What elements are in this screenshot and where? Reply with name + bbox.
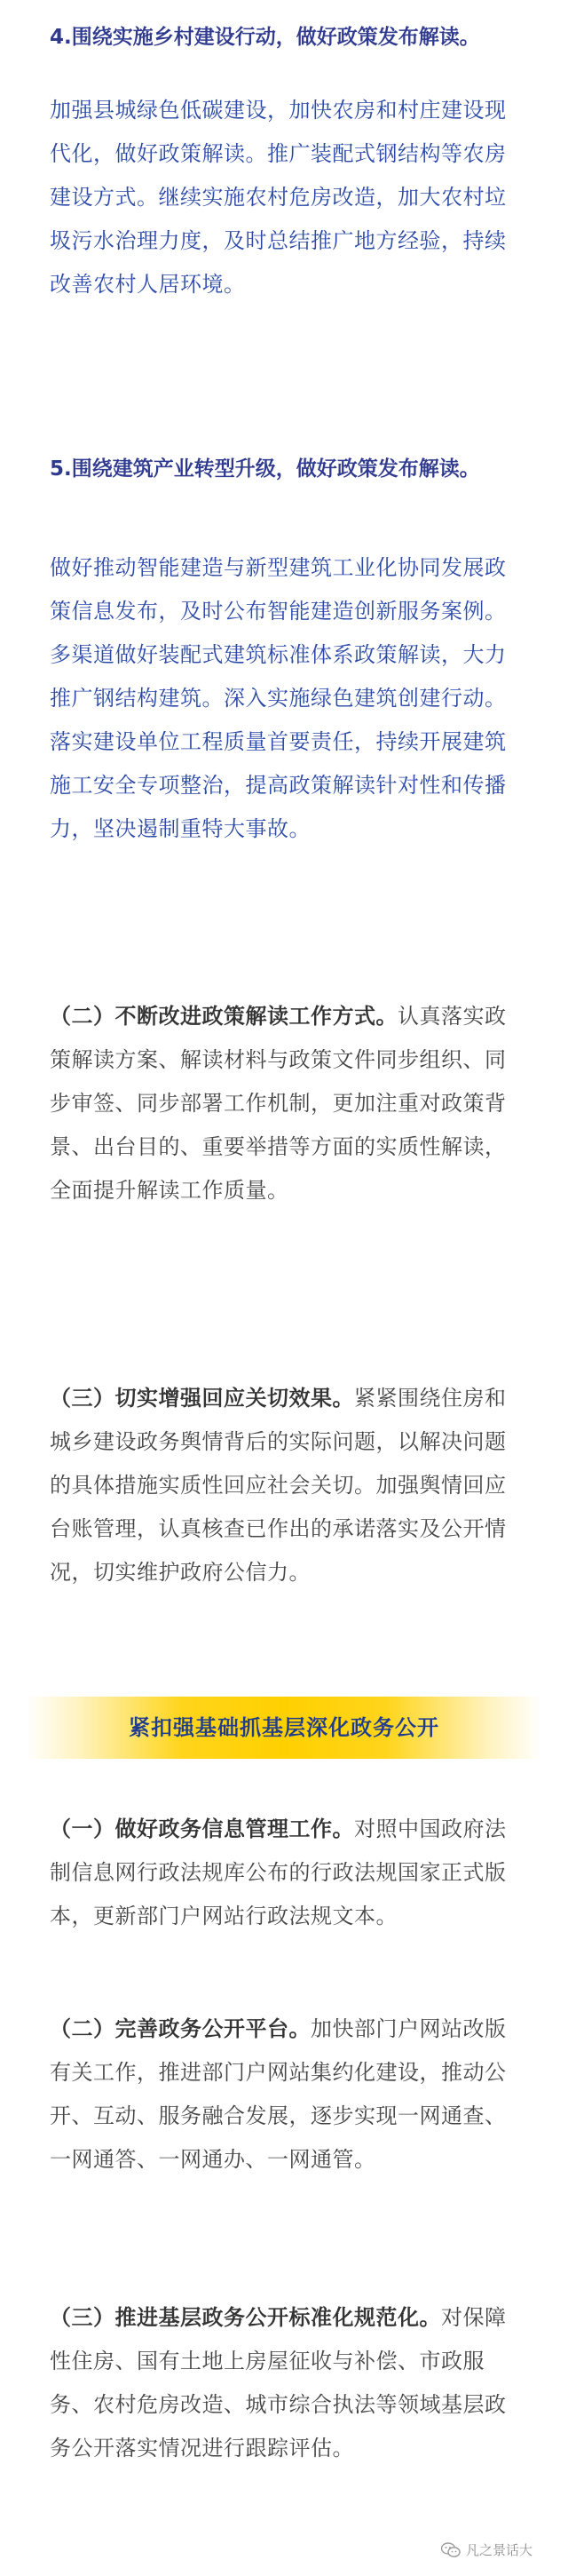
watermark-text: 凡之景话大 [465,2542,532,2558]
section-body: 加强县城绿色低碳建设，加快农房和村庄建设现代化，做好政策解读。推广装配式钢结构等农房建设方式。继续实施农村危房改造，加大农村垃圾污水治理力度，及时总结推广地方经验，持续改善农村人居环境。 [50,98,507,297]
section-banner [27,1697,541,1759]
paragraph-lead: （一）做好政务信息管理工作。 [50,1817,354,1841]
paragraph-lead: （三）切实增强回应关切效果。 [50,1386,354,1411]
paragraph-body: 对照中国政府法制信息网行政法规库公布的行政法规国家正式版本，更新部门户网站行政法规文本。 [50,1817,507,1928]
paragraph-part3 [50,1377,524,1594]
paragraph-body: 认真落实政策解读方案、解读材料与政策文件同步组织、同步审签、同步部署工作机制，更加注重对政策背景、出台目的、重要举措等方面的实质性解读，全面提升解读工作质量。 [50,1004,507,1203]
section-body: 做好推动智能建造与新型建筑工业化协同发展政策信息发布，及时公布智能建造创新服务案例。多渠道做好装配式建筑标准体系政策解读，大力推广钢结构建筑。深入实施绿色建筑创建行动。落实建设单位工程质量首要责任，持续开展建筑施工安全专项整治，提高政策解读针对性和传播力，坚决遏制重特大事故。 [50,555,507,841]
paragraph-body: 加快部门户网站改版有关工作，推进部门户网站集约化建设，推动公开、互动、服务融合发展，逐步实现一网通查、一网通答、一网通办、一网通管。 [50,2016,507,2172]
paragraph-lead: （二）完善政务公开平台。 [50,2016,311,2041]
paragraph-body: 对保障性住房、国有土地上房屋征收与补偿、市政服务、农村危房改造、城市综合执法等领域基层政务公开落实情况进行跟踪评估。 [50,2305,507,2461]
paragraph-lead: （二）不断改进政策解读工作方式。 [50,1004,398,1029]
section-heading: 5.围绕建筑产业转型升级，做好政策发布解读。 [50,457,480,481]
paragraph-grassroots-2 [50,2008,524,2182]
paragraph-grassroots-3 [50,2296,524,2470]
wechat-icon [441,2542,461,2558]
paragraph-grassroots-1 [50,1808,524,1938]
watermark [441,2540,532,2559]
paragraph-lead: （三）推进基层政务公开标准化规范化。 [50,2305,441,2330]
paragraph-body: 紧紧围绕住房和城乡建设政务舆情背后的实际问题，以解决问题的具体措施实质性回应社会关切。加强舆情回应台账管理，认真核查已作出的承诺落实及公开情况，切实维护政府公信力。 [50,1386,507,1585]
paragraph-part2 [50,995,524,1212]
section-heading: 4.围绕实施乡村建设行动，做好政策发布解读。 [50,26,480,49]
banner-title: 紧扣强基础抓基层深化政务公开 [129,1714,439,1740]
